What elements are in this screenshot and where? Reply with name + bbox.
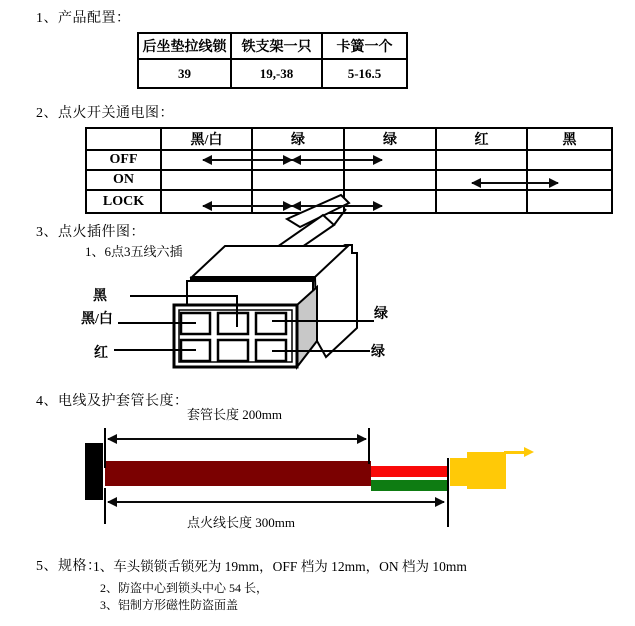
wire-label-black-white: 黑/白 (81, 312, 113, 327)
ignition-dim-arrow (108, 501, 444, 503)
wire-label-red: 红 (94, 346, 108, 361)
connection-arrow (292, 205, 382, 207)
section3-note: 1、6点3五线六插 (85, 244, 183, 259)
config-header-cell: 后坐垫拉线锁 (138, 33, 231, 59)
power-table-row-on (86, 170, 612, 190)
spec-item: 1、车头锁锁舌锁死为 19mm，OFF 档为 12mm，ON 档为 10mm (93, 559, 467, 574)
config-table-value-row (138, 59, 407, 88)
terminal-large (467, 452, 506, 489)
power-cell (344, 170, 436, 190)
power-row-label: LOCK (86, 190, 161, 213)
power-header-cell: 黑/白 (161, 128, 252, 150)
wire-label-green-bottom: 绿 (371, 345, 385, 360)
green-wire (371, 480, 447, 491)
power-cell (436, 150, 527, 170)
section1-title: 1、产品配置： (36, 11, 131, 26)
power-cell (527, 150, 612, 170)
power-table-header-row (86, 128, 612, 150)
config-value-cell: 5-16.5 (322, 59, 407, 88)
config-value-cell: 19,-38 (231, 59, 322, 88)
sleeve-tube (105, 461, 371, 486)
connection-arrow (203, 159, 293, 161)
terminal-arrowhead-icon (524, 447, 534, 457)
dim-tick (104, 428, 106, 468)
config-table-header-row (138, 33, 407, 59)
config-table (137, 32, 408, 89)
power-row-label: OFF (86, 150, 161, 170)
power-header-cell: 绿 (252, 128, 344, 150)
wire-label-black: 黑 (93, 289, 107, 304)
sleeve-length-label: 套管长度 200mm (187, 407, 282, 422)
power-header-cell: 红 (436, 128, 527, 150)
lock-body-block (85, 443, 103, 500)
power-cell (161, 170, 252, 190)
power-row-label: ON (86, 170, 161, 190)
connection-arrow (472, 182, 558, 184)
spec-item: 2、防盗中心到锁头中心 54 长， (100, 581, 269, 595)
dim-tick (104, 488, 106, 524)
power-header-cell (86, 128, 161, 150)
config-value-cell: 39 (138, 59, 231, 88)
wire-label-green-top: 绿 (374, 307, 388, 322)
dim-tick (368, 428, 370, 464)
config-header-cell: 铁支架一只 (231, 33, 322, 59)
red-wire (371, 466, 447, 477)
config-header-cell: 卡簧一个 (322, 33, 407, 59)
connection-arrow (292, 159, 382, 161)
terminal-arrow-line (504, 451, 525, 454)
power-header-cell: 黑 (527, 128, 612, 150)
ignition-length-label: 点火线长度 300mm (187, 515, 295, 530)
power-cell (252, 170, 344, 190)
section2-title: 2、点火开关通电图： (36, 106, 174, 121)
spec-item: 3、铝制方形磁性防盗面盖 (100, 598, 239, 612)
connection-arrow (203, 205, 293, 207)
power-cell (436, 170, 527, 190)
section4-title: 4、电线及护套管长度： (36, 394, 189, 409)
power-cell (527, 190, 612, 213)
power-cell (527, 170, 612, 190)
sleeve-dim-arrow (108, 438, 366, 440)
section3-title: 3、点火插件图： (36, 225, 145, 240)
section5-title: 5、规格： (36, 559, 102, 574)
dim-tick (447, 458, 449, 527)
power-header-cell: 绿 (344, 128, 436, 150)
connector-diagram (100, 190, 460, 385)
